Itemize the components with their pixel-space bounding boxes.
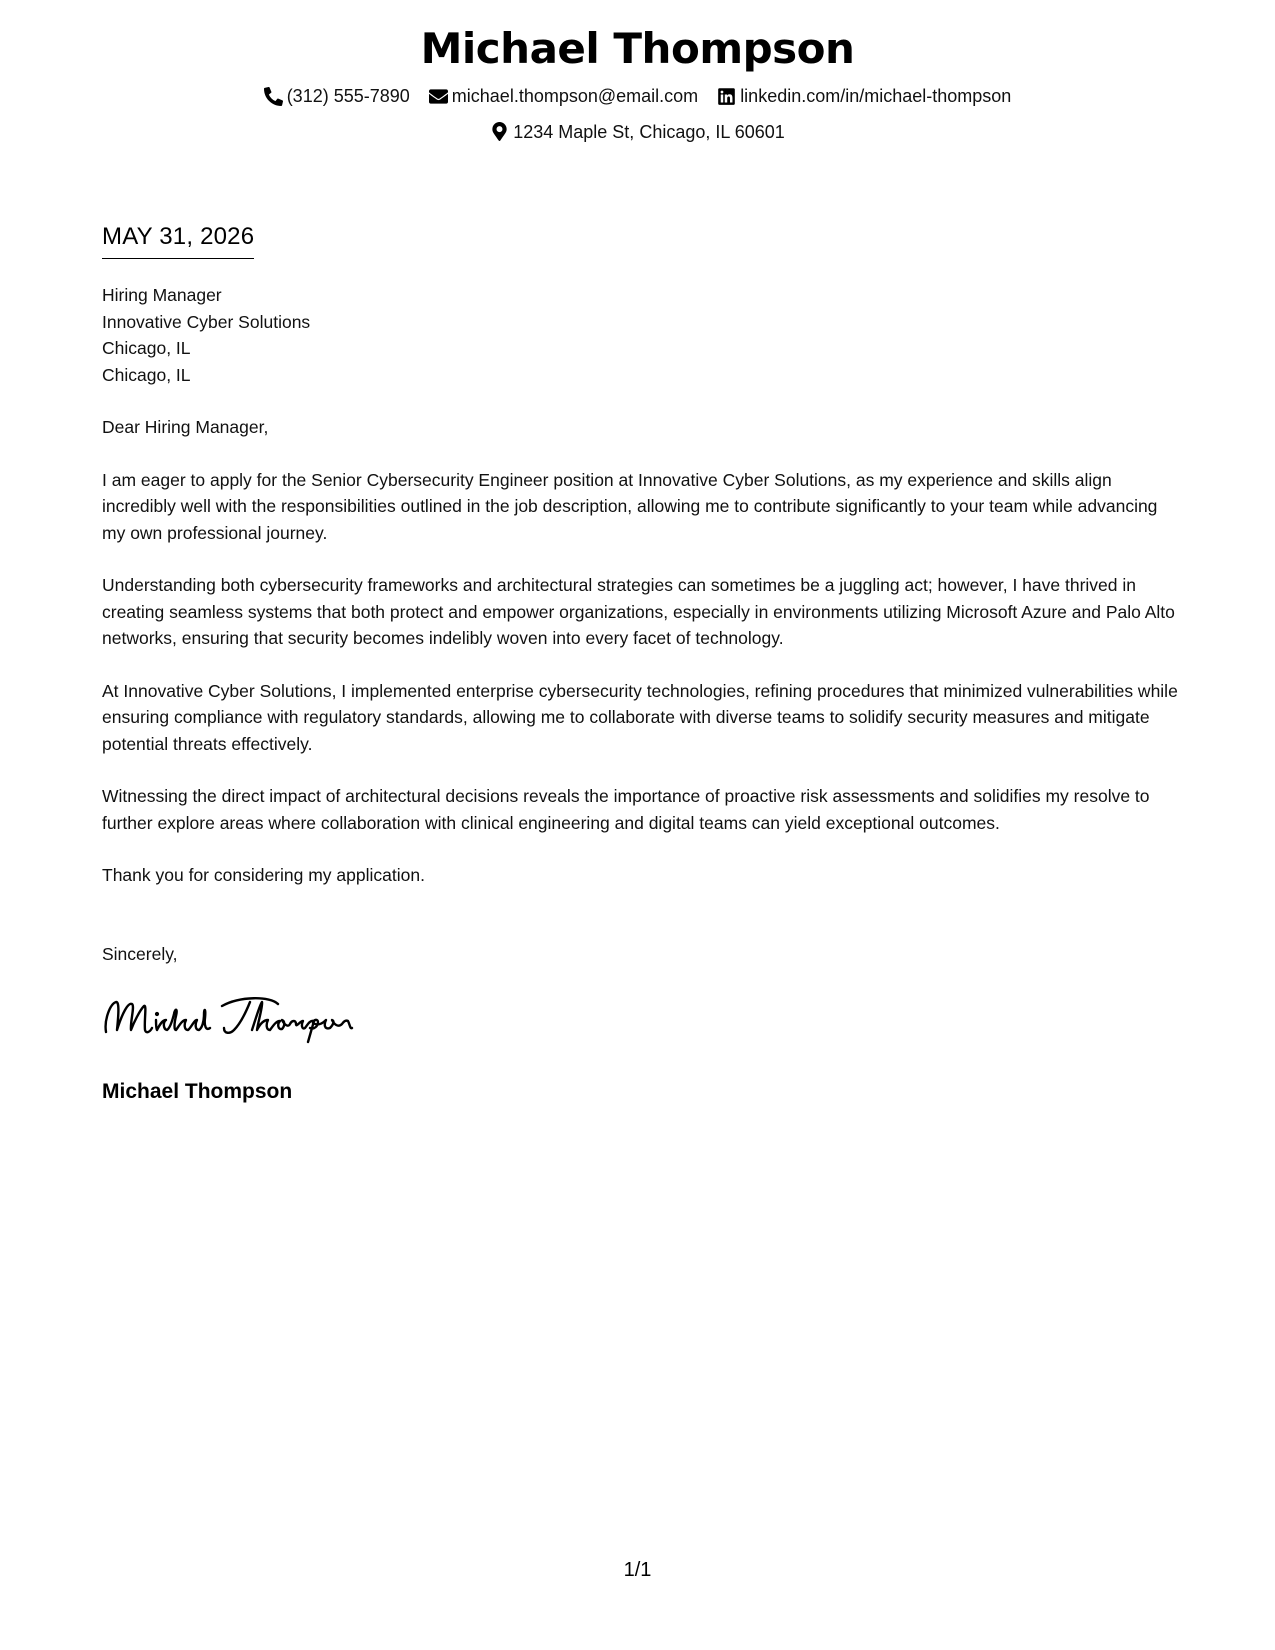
phone-icon: [264, 87, 283, 106]
signer-name: Michael Thompson: [102, 1080, 293, 1103]
closing: Sincerely,: [102, 943, 178, 964]
phone-text: (312) 555-7890: [286, 86, 410, 106]
envelope-icon: [429, 87, 448, 106]
contact-phone: [264, 84, 410, 108]
letter-body: [102, 282, 1182, 967]
letter-date: MAY 31, 2026: [102, 222, 254, 259]
recipient-line: Hiring Manager: [102, 285, 222, 305]
paragraph: Witnessing the direct impact of architectural decisions reveals the importance of proactive risk assessments and solidifies my resolve to further explore areas where collaboration with clinical engineering and digital teams can yield exceptional outcomes.: [102, 786, 1150, 833]
contact-row: [0, 84, 1275, 112]
salutation: Dear Hiring Manager,: [102, 417, 269, 437]
thank-you-line: Thank you for considering my application.: [102, 865, 425, 885]
paragraph: Understanding both cybersecurity frameworks and architectural strategies can sometimes be a juggling act; however, I have thrived in creating seamless systems that both protect and empower organizations, especially in environments utilizing Microsoft Azure and Palo Alto networks, ensuring that security becomes indelibly woven into every facet of technology.: [102, 575, 1175, 648]
handwritten-signature: [100, 990, 362, 1046]
paragraph: I am eager to apply for the Senior Cybersecurity Engineer position at Innovative Cyber Solutions, as my experience and skills align incredibly well with the responsibilities outlined in the job description, allowing me to contribute significantly to your team while advancing my own professional journey.: [102, 469, 1158, 543]
linkedin-text: linkedin.com/in/michael-thompson: [740, 86, 1012, 106]
contact-linkedin[interactable]: [717, 84, 1011, 108]
contact-email[interactable]: [429, 84, 698, 108]
contact-address: [490, 120, 785, 144]
recipient-block: [102, 282, 1182, 388]
linkedin-icon: [717, 87, 736, 106]
recipient-line: Chicago, IL: [102, 338, 191, 358]
address-row: [0, 120, 1275, 148]
address-text: 1234 Maple St, Chicago, IL 60601: [513, 121, 785, 142]
email-text: michael.thompson@email.com: [451, 86, 699, 106]
recipient-line: Chicago, IL: [102, 364, 191, 385]
letter-header: [0, 20, 1275, 147]
paragraph: At Innovative Cyber Solutions, I implemented enterprise cybersecurity technologies, refining procedures that minimized vulnerabilities while ensuring compliance with regulatory standards, allowing me to collaborate with diverse teams to solidify security measures and mitigate potential threats effectively.: [102, 680, 1178, 754]
applicant-name: Michael Thompson: [420, 24, 855, 73]
recipient-line: Innovative Cyber Solutions: [102, 311, 311, 332]
map-pin-icon: [490, 122, 509, 141]
page-number: 1/1: [623, 1559, 652, 1581]
signature-image: [100, 990, 362, 1046]
